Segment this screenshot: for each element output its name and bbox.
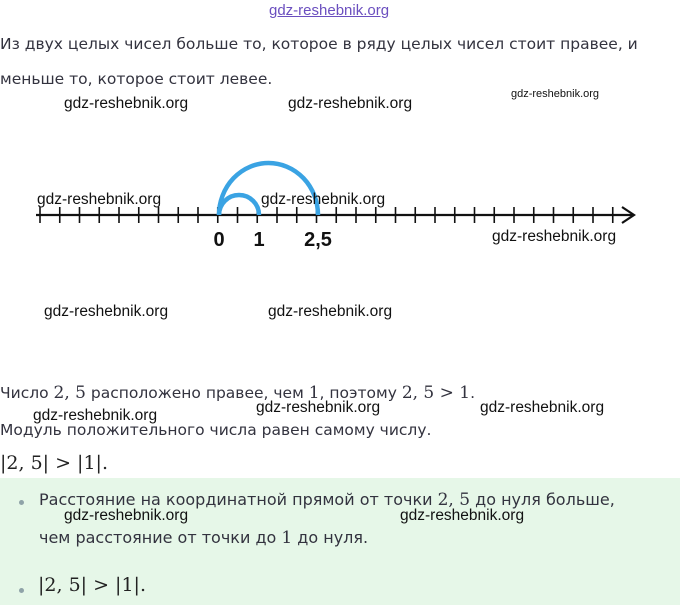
site-link[interactable]: gdz-reshebnik.org <box>269 2 390 19</box>
watermark: gdz-reshebnik.org <box>33 407 158 424</box>
bullet-item-2: |2, 5| > |1|. <box>38 574 146 596</box>
arc-zero-to-one <box>219 195 259 215</box>
label-two-point-five: 2,5 <box>304 229 332 251</box>
watermark: gdz-reshebnik.org <box>288 95 413 112</box>
bullet-dot-icon <box>19 588 24 593</box>
watermark: gdz-reshebnik.org <box>268 303 393 320</box>
watermark: gdz-reshebnik.org <box>44 303 169 320</box>
intro-line-2: меньше то, которое стоит левее. <box>0 70 273 88</box>
watermark: gdz-reshebnik.org <box>511 88 600 100</box>
explanation-line-1: Число 2, 5 расположено правее, чем 1, поэтому 2, 5 > 1. <box>0 383 476 403</box>
watermark: gdz-reshebnik.org <box>400 507 525 524</box>
label-zero: 0 <box>213 229 225 251</box>
bullet-dot-icon <box>19 500 24 505</box>
watermark: gdz-reshebnik.org <box>64 507 189 524</box>
watermark: gdz-reshebnik.org <box>37 191 162 208</box>
bullet-item-1-line-2: чем расстояние от точки до 1 до нуля. <box>39 528 369 548</box>
watermark: gdz-reshebnik.org <box>261 191 386 208</box>
watermark: gdz-reshebnik.org <box>64 95 189 112</box>
explanation-line-2: Модуль положительного числа равен самому числу. <box>0 421 432 439</box>
formula-abs-compare: |2, 5| > |1|. <box>0 452 108 474</box>
watermark: gdz-reshebnik.org <box>492 228 617 245</box>
watermark: gdz-reshebnik.org <box>256 399 381 416</box>
bullet-item-1-line-1: Расстояние на координатной прямой от точки 2, 5 до нуля больше, <box>39 490 615 510</box>
label-one: 1 <box>253 229 265 251</box>
watermark: gdz-reshebnik.org <box>480 399 605 416</box>
intro-line-1: Из двух целых чисел больше то, которое в ряду целых чисел стоит правее, и <box>0 35 638 53</box>
